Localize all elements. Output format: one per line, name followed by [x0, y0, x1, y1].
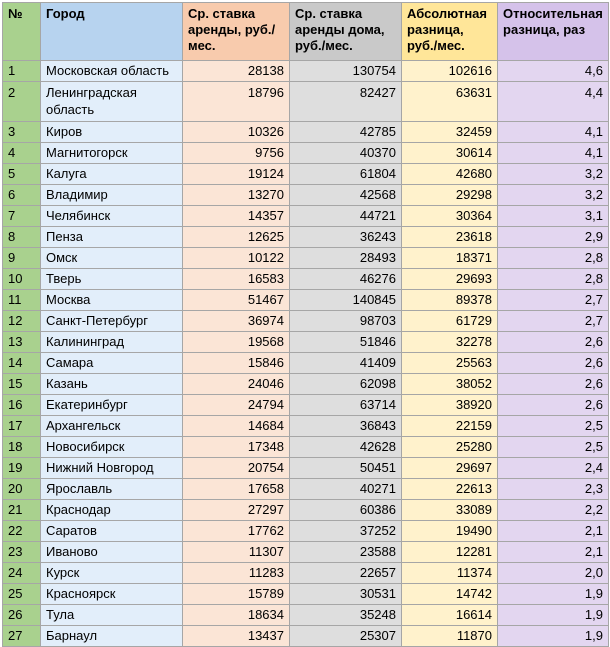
row-number: 3: [3, 122, 41, 143]
rel-diff-value: 2,7: [498, 290, 609, 311]
row-number: 13: [3, 332, 41, 353]
house-rent-value: 42785: [290, 122, 402, 143]
header-abs-diff: Абсолютная разница, руб./мес.: [402, 3, 498, 61]
row-number: 5: [3, 164, 41, 185]
table-row: [3, 479, 609, 500]
house-rent-value: 63714: [290, 395, 402, 416]
abs-diff-value: 11374: [402, 563, 498, 584]
abs-diff-value: 12281: [402, 542, 498, 563]
abs-diff-value: 33089: [402, 500, 498, 521]
table-row: [3, 563, 609, 584]
row-number: 16: [3, 395, 41, 416]
header-flat-rent: Ср. ставка аренды, руб./мес.: [183, 3, 290, 61]
row-number: 2: [3, 82, 41, 122]
rel-diff-value: 2,6: [498, 332, 609, 353]
rel-diff-value: 3,1: [498, 206, 609, 227]
header-city: Город: [41, 3, 183, 61]
flat-rent-value: 19124: [183, 164, 290, 185]
table-row: [3, 584, 609, 605]
flat-rent-value: 13437: [183, 626, 290, 647]
row-number: 14: [3, 353, 41, 374]
abs-diff-value: 38052: [402, 374, 498, 395]
row-number: 27: [3, 626, 41, 647]
flat-rent-value: 15789: [183, 584, 290, 605]
table-row: [3, 122, 609, 143]
abs-diff-value: 32278: [402, 332, 498, 353]
header-rel-diff: Относительная разница, раз: [498, 3, 609, 61]
table-row: [3, 61, 609, 82]
rel-diff-value: 1,9: [498, 626, 609, 647]
table-body: [3, 61, 609, 647]
rel-diff-value: 4,4: [498, 82, 609, 122]
city-name: Курск: [41, 563, 183, 584]
flat-rent-value: 17348: [183, 437, 290, 458]
house-rent-value: 30531: [290, 584, 402, 605]
row-number: 11: [3, 290, 41, 311]
flat-rent-value: 24046: [183, 374, 290, 395]
row-number: 6: [3, 185, 41, 206]
table-row: [3, 500, 609, 521]
house-rent-value: 36843: [290, 416, 402, 437]
rel-diff-value: 3,2: [498, 164, 609, 185]
city-name: Челябинск: [41, 206, 183, 227]
house-rent-value: 140845: [290, 290, 402, 311]
rel-diff-value: 2,8: [498, 248, 609, 269]
rel-diff-value: 4,1: [498, 143, 609, 164]
flat-rent-value: 10122: [183, 248, 290, 269]
abs-diff-value: 25280: [402, 437, 498, 458]
city-name: Новосибирск: [41, 437, 183, 458]
city-name: Барнаул: [41, 626, 183, 647]
city-name: Пенза: [41, 227, 183, 248]
house-rent-value: 40370: [290, 143, 402, 164]
table-row: [3, 143, 609, 164]
row-number: 1: [3, 61, 41, 82]
abs-diff-value: 29298: [402, 185, 498, 206]
row-number: 26: [3, 605, 41, 626]
house-rent-value: 44721: [290, 206, 402, 227]
house-rent-value: 36243: [290, 227, 402, 248]
rel-diff-value: 4,6: [498, 61, 609, 82]
city-name: Иваново: [41, 542, 183, 563]
house-rent-value: 82427: [290, 82, 402, 122]
flat-rent-value: 20754: [183, 458, 290, 479]
flat-rent-value: 19568: [183, 332, 290, 353]
row-number: 8: [3, 227, 41, 248]
rel-diff-value: 2,3: [498, 479, 609, 500]
city-name: Магнитогорск: [41, 143, 183, 164]
header-row: [3, 3, 609, 61]
flat-rent-value: 12625: [183, 227, 290, 248]
rel-diff-value: 2,5: [498, 416, 609, 437]
house-rent-value: 50451: [290, 458, 402, 479]
table-row: [3, 626, 609, 647]
house-rent-value: 22657: [290, 563, 402, 584]
city-name: Санкт-Петербург: [41, 311, 183, 332]
flat-rent-value: 17762: [183, 521, 290, 542]
rel-diff-value: 3,2: [498, 185, 609, 206]
abs-diff-value: 63631: [402, 82, 498, 122]
flat-rent-value: 11307: [183, 542, 290, 563]
city-name: Екатеринбург: [41, 395, 183, 416]
flat-rent-value: 9756: [183, 143, 290, 164]
row-number: 17: [3, 416, 41, 437]
rel-diff-value: 1,9: [498, 605, 609, 626]
flat-rent-value: 51467: [183, 290, 290, 311]
city-name: Московская область: [41, 61, 183, 82]
house-rent-value: 46276: [290, 269, 402, 290]
house-rent-value: 60386: [290, 500, 402, 521]
abs-diff-value: 29693: [402, 269, 498, 290]
rel-diff-value: 2,1: [498, 521, 609, 542]
rel-diff-value: 2,7: [498, 311, 609, 332]
abs-diff-value: 11870: [402, 626, 498, 647]
flat-rent-value: 17658: [183, 479, 290, 500]
city-name: Калуга: [41, 164, 183, 185]
house-rent-value: 25307: [290, 626, 402, 647]
table-row: [3, 311, 609, 332]
table-row: [3, 395, 609, 416]
abs-diff-value: 42680: [402, 164, 498, 185]
abs-diff-value: 25563: [402, 353, 498, 374]
abs-diff-value: 61729: [402, 311, 498, 332]
abs-diff-value: 16614: [402, 605, 498, 626]
table-row: [3, 185, 609, 206]
flat-rent-value: 14357: [183, 206, 290, 227]
flat-rent-value: 15846: [183, 353, 290, 374]
table-row: [3, 416, 609, 437]
abs-diff-value: 38920: [402, 395, 498, 416]
row-number: 23: [3, 542, 41, 563]
abs-diff-value: 32459: [402, 122, 498, 143]
header-house-rent: Ср. ставка аренды дома, руб./мес.: [290, 3, 402, 61]
house-rent-value: 51846: [290, 332, 402, 353]
abs-diff-value: 29697: [402, 458, 498, 479]
flat-rent-value: 24794: [183, 395, 290, 416]
house-rent-value: 37252: [290, 521, 402, 542]
flat-rent-value: 28138: [183, 61, 290, 82]
rel-diff-value: 1,9: [498, 584, 609, 605]
abs-diff-value: 30614: [402, 143, 498, 164]
row-number: 22: [3, 521, 41, 542]
flat-rent-value: 18796: [183, 82, 290, 122]
table-row: [3, 374, 609, 395]
rel-diff-value: 2,0: [498, 563, 609, 584]
abs-diff-value: 22159: [402, 416, 498, 437]
city-name: Саратов: [41, 521, 183, 542]
row-number: 15: [3, 374, 41, 395]
rel-diff-value: 4,1: [498, 122, 609, 143]
house-rent-value: 42568: [290, 185, 402, 206]
table-row: [3, 290, 609, 311]
table-row: [3, 458, 609, 479]
house-rent-value: 23588: [290, 542, 402, 563]
table-row: [3, 437, 609, 458]
row-number: 4: [3, 143, 41, 164]
row-number: 7: [3, 206, 41, 227]
rent-comparison-table: [2, 2, 609, 647]
abs-diff-value: 30364: [402, 206, 498, 227]
house-rent-value: 61804: [290, 164, 402, 185]
table-row: [3, 248, 609, 269]
rel-diff-value: 2,8: [498, 269, 609, 290]
row-number: 10: [3, 269, 41, 290]
city-name: Красноярск: [41, 584, 183, 605]
table-row: [3, 206, 609, 227]
row-number: 20: [3, 479, 41, 500]
city-name: Нижний Новгород: [41, 458, 183, 479]
house-rent-value: 130754: [290, 61, 402, 82]
house-rent-value: 28493: [290, 248, 402, 269]
abs-diff-value: 23618: [402, 227, 498, 248]
table-row: [3, 353, 609, 374]
row-number: 24: [3, 563, 41, 584]
table-row: [3, 521, 609, 542]
row-number: 18: [3, 437, 41, 458]
flat-rent-value: 11283: [183, 563, 290, 584]
rel-diff-value: 2,6: [498, 374, 609, 395]
flat-rent-value: 10326: [183, 122, 290, 143]
table-row: [3, 542, 609, 563]
rel-diff-value: 2,9: [498, 227, 609, 248]
rel-diff-value: 2,6: [498, 395, 609, 416]
table-row: [3, 82, 609, 122]
city-name: Москва: [41, 290, 183, 311]
table-row: [3, 269, 609, 290]
rel-diff-value: 2,4: [498, 458, 609, 479]
rel-diff-value: 2,1: [498, 542, 609, 563]
row-number: 21: [3, 500, 41, 521]
abs-diff-value: 89378: [402, 290, 498, 311]
abs-diff-value: 102616: [402, 61, 498, 82]
abs-diff-value: 18371: [402, 248, 498, 269]
city-name: Тверь: [41, 269, 183, 290]
city-name: Ярославль: [41, 479, 183, 500]
flat-rent-value: 16583: [183, 269, 290, 290]
house-rent-value: 98703: [290, 311, 402, 332]
table-row: [3, 164, 609, 185]
city-name: Самара: [41, 353, 183, 374]
city-name: Владимир: [41, 185, 183, 206]
house-rent-value: 42628: [290, 437, 402, 458]
city-name: Архангельск: [41, 416, 183, 437]
city-name: Омск: [41, 248, 183, 269]
rel-diff-value: 2,2: [498, 500, 609, 521]
flat-rent-value: 14684: [183, 416, 290, 437]
city-name: Казань: [41, 374, 183, 395]
city-name: Киров: [41, 122, 183, 143]
row-number: 19: [3, 458, 41, 479]
abs-diff-value: 14742: [402, 584, 498, 605]
city-name: Тула: [41, 605, 183, 626]
row-number: 12: [3, 311, 41, 332]
row-number: 25: [3, 584, 41, 605]
rel-diff-value: 2,6: [498, 353, 609, 374]
city-name: Ленинградская область: [41, 82, 183, 122]
row-number: 9: [3, 248, 41, 269]
flat-rent-value: 27297: [183, 500, 290, 521]
header-num: №: [3, 3, 41, 61]
house-rent-value: 41409: [290, 353, 402, 374]
house-rent-value: 35248: [290, 605, 402, 626]
flat-rent-value: 36974: [183, 311, 290, 332]
flat-rent-value: 18634: [183, 605, 290, 626]
flat-rent-value: 13270: [183, 185, 290, 206]
city-name: Калининград: [41, 332, 183, 353]
abs-diff-value: 22613: [402, 479, 498, 500]
table-row: [3, 332, 609, 353]
city-name: Краснодар: [41, 500, 183, 521]
house-rent-value: 40271: [290, 479, 402, 500]
house-rent-value: 62098: [290, 374, 402, 395]
table-row: [3, 605, 609, 626]
table-row: [3, 227, 609, 248]
abs-diff-value: 19490: [402, 521, 498, 542]
rel-diff-value: 2,5: [498, 437, 609, 458]
